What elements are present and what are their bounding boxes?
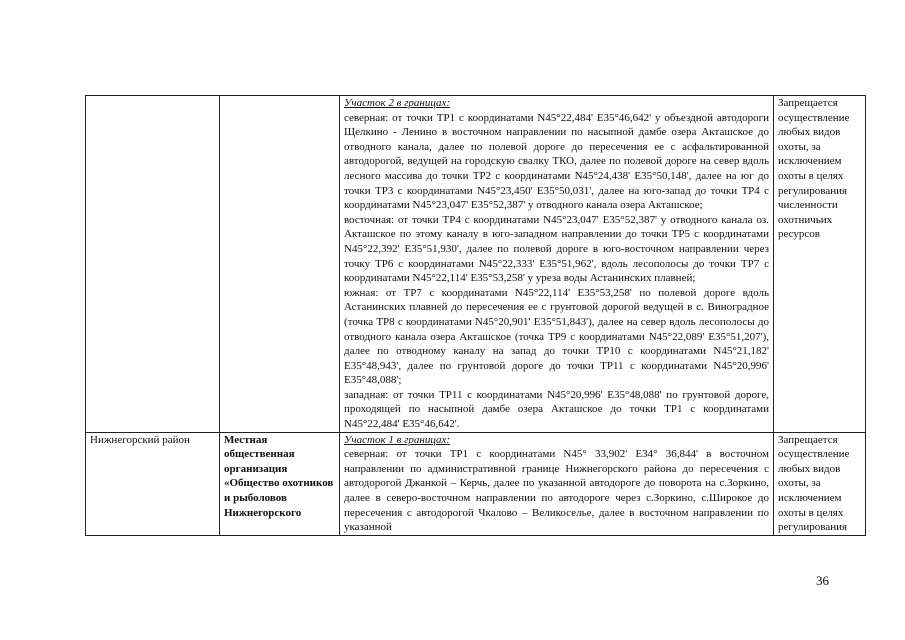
table-row [86,96,866,433]
boundary-west: западная: от точки ТР11 с координатами N45°20,996' E35°48,088' по грунтовой дороге, проходящей по насыпной дамбе озера Акташское до точки ТР1 с координатами N45°22,484' E35°46,642'. [344,388,769,431]
boundaries-cell [340,432,774,535]
hunting-grounds-table [85,95,866,536]
page-number: 36 [816,573,829,588]
boundaries-cell [340,96,774,433]
organization-cell: Местная общественная организация «Общество охотников и рыболовов Нижнегорского [220,432,340,535]
boundary-north: северная: от точки ТР1 с координатами N45°22,484' E35°46,642' у объездной автодороги Щелкино - Ленино в восточном направлении по насыпной дамбе озера Акташское до отводного канала, далее по полевой дороге до пересечения ее с асфальтированной автодорогой, ведущей на городскую свалку ТКО, далее по полевой дороге на север вдоль лесного массива до точки ТР2 с координатами N45°24,438' E35°50,148', далее на юг до точки ТР3 с координатами N45°23,450' E35°50,031', далее на юго-запад до точки ТР4 с координатами N45°23,047' E35°52,387' у отводного канала озера Акташское; [344,111,769,212]
boundary-south: южная: от ТР7 с координатами N45°22,114' E35°53,258' по полевой дороге вдоль Астанинских плавней до пересечения ее с грунтовой дорогой ведущей в с. Виноградное (точка ТР8 с координатами N45°20,901' E35°51,843'), далее на север вдоль лесополосы до отводного канала озера Акташское (точка ТР9 с координатами N45°22,089' E35°51,207'), далее по отводному каналу на запад до точки ТР10 с координатами N45°21,182' E35°48,943', далее по грунтовой дороге до точки ТР11 с координатами N45°20,996' E35°48,088'; [344,286,769,387]
organization-cell [220,96,340,433]
section-heading: Участок 2 в границах: [344,97,451,109]
restriction-cell: Запрещается осуществление любых видов охоты, за исключением охоты в целях регулирования [774,432,866,535]
boundary-east: восточная: от точки ТР4 с координатами N45°23,047' E35°52,387' у отводного канала оз. Акташское по этому каналу в юго-западном направлении до точки ТР5 с координатами N45°22,392' E35°51,930', далее по полевой дороге в юго-восточном направлении через точку ТР6 с координатами N45°22,333' E35°51,962', вдоль лесополосы до точки ТР7 с координатами N45°22,114' E35°53,258' у уреза воды Астанинских плавней; [344,213,769,285]
section-heading: Участок 1 в границах: [344,433,451,446]
district-cell: Нижнегорский район [86,432,220,535]
district-cell [86,96,220,433]
boundary-north: северная: от точки ТР1 с координатами N45° 33,902' E34° 36,844' в восточном направлении по административной границе Нижнегорского района до пересечения с автодорогой Джанкой – Керчь, далее по указанной автодороге до поворота на с.Зоркино, далее в северо-восточном направлении по автодороге через с.Зоркино, с.Широкое до пересечения с автодорогой Чкалово – Великоселье, далее в восточном направлении по указанной [344,448,769,534]
restriction-cell: Запрещается осуществление любых видов охоты, за исключением охоты в целях регулирования численности охотничьих ресурсов [774,96,866,433]
table-row [86,432,866,535]
